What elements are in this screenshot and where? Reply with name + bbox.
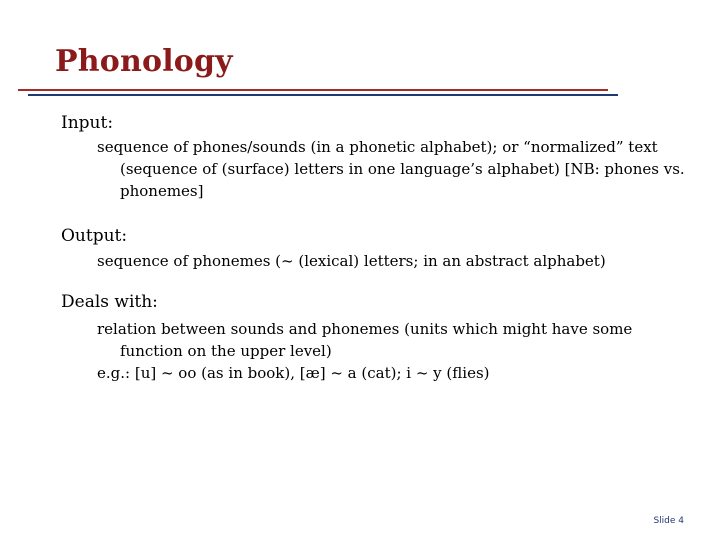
input-heading: Input: xyxy=(61,113,114,133)
deals-with-body xyxy=(97,318,687,384)
input-description: sequence of phones/sounds (in a phonetic alphabet); or “normalized” text (sequence of (surface) letters in one language’s alphabet) [NB: phones vs. phonemes] xyxy=(97,138,685,200)
title-underline-blue xyxy=(28,94,618,96)
slide-title: Phonology xyxy=(55,44,233,79)
deals-with-relation: relation between sounds and phonemes (units which might have some function on the upper level) xyxy=(97,320,633,360)
output-heading: Output: xyxy=(61,226,128,246)
input-body xyxy=(97,136,687,202)
output-description: sequence of phonemes (~ (lexical) letters; in an abstract alphabet) xyxy=(97,252,606,270)
title-underline-red xyxy=(18,89,608,91)
output-body xyxy=(97,250,687,272)
deals-with-heading: Deals with: xyxy=(61,292,158,312)
slide-number: Slide 4 xyxy=(653,516,684,526)
deals-with-example: e.g.: [u] ~ oo (as in book), [æ] ~ a (cat); i ~ y (flies) xyxy=(97,364,490,382)
